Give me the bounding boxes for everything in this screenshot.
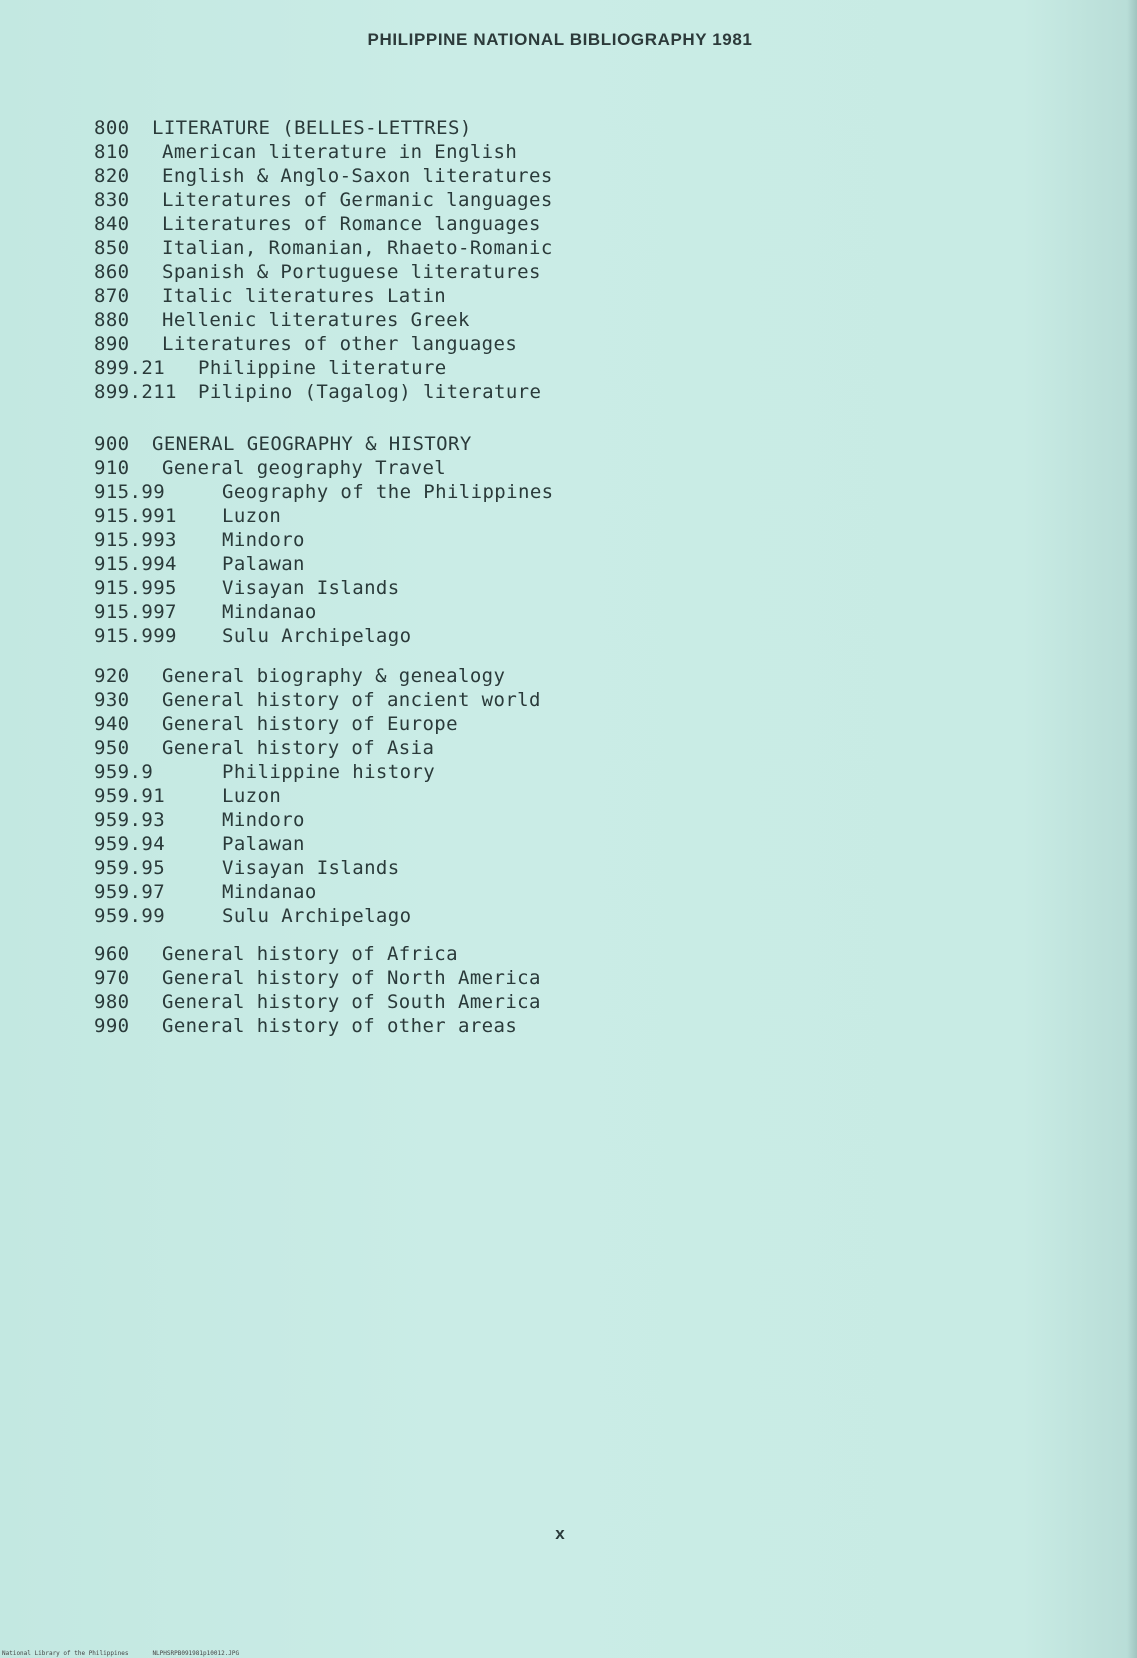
- class-label: Palawan: [222, 553, 305, 575]
- class-label: Geography of the Philippines: [222, 481, 554, 503]
- class-label: Mindanao: [222, 881, 317, 903]
- class-label: General history of Asia: [162, 737, 435, 759]
- class-number: 960: [94, 943, 130, 965]
- class-number: 840: [94, 213, 130, 235]
- class-number: 915.991: [94, 505, 177, 527]
- class-number: 930: [94, 689, 130, 711]
- class-number: 899.21: [94, 357, 166, 379]
- class-number: 899.211: [94, 381, 177, 403]
- class-number: 910: [94, 457, 130, 479]
- class-number: 959.93: [94, 809, 166, 831]
- class-label: Hellenic literatures Greek: [162, 309, 470, 331]
- class-number: 990: [94, 1015, 130, 1037]
- class-label: Italian, Romanian, Rhaeto-Romanic: [162, 237, 553, 259]
- class-label: Philippine history: [222, 761, 436, 783]
- class-number: 900: [94, 433, 130, 455]
- class-label: General history of Europe: [162, 713, 458, 735]
- page-folio: x: [555, 1524, 565, 1543]
- class-number: 959.99: [94, 905, 166, 927]
- class-number: 959.97: [94, 881, 166, 903]
- class-label: Literatures of other languages: [162, 333, 518, 355]
- class-label: Visayan Islands: [222, 577, 400, 599]
- page-edge-shadow: [1127, 0, 1137, 1658]
- class-number: 915.997: [94, 601, 177, 623]
- class-number: 915.993: [94, 529, 177, 551]
- class-label: Literatures of Germanic languages: [162, 189, 553, 211]
- class-label: General history of South America: [162, 991, 541, 1013]
- class-label: Spanish & Portuguese literatures: [162, 261, 541, 283]
- class-number: 850: [94, 237, 130, 259]
- class-label: Mindoro: [222, 809, 305, 831]
- class-number: 970: [94, 967, 130, 989]
- class-number: 959.9: [94, 761, 154, 783]
- class-number: 920: [94, 665, 130, 687]
- class-label: English & Anglo-Saxon literatures: [162, 165, 553, 187]
- footer-file: NLPHSRPB091981p10012.JPG: [152, 1650, 240, 1657]
- class-number: 940: [94, 713, 130, 735]
- class-number: 950: [94, 737, 130, 759]
- class-number: 820: [94, 165, 130, 187]
- class-number: 810: [94, 141, 130, 163]
- class-label: General biography & genealogy: [162, 665, 506, 687]
- class-number: 915.99: [94, 481, 166, 503]
- class-label: General geography Travel: [162, 457, 447, 479]
- class-label: General history of Africa: [162, 943, 458, 965]
- class-label: GENERAL GEOGRAPHY & HISTORY: [152, 433, 472, 455]
- class-number: 860: [94, 261, 130, 283]
- class-label: Mindanao: [222, 601, 317, 623]
- class-number: 830: [94, 189, 130, 211]
- class-label: General history of North America: [162, 967, 541, 989]
- class-label: General history of ancient world: [162, 689, 541, 711]
- class-number: 915.995: [94, 577, 177, 599]
- class-label: Palawan: [222, 833, 305, 855]
- class-number: 959.94: [94, 833, 166, 855]
- class-number: 870: [94, 285, 130, 307]
- class-label: Sulu Archipelago: [222, 625, 412, 647]
- class-label: Italic literatures Latin: [162, 285, 447, 307]
- class-number: 959.91: [94, 785, 166, 807]
- class-number: 980: [94, 991, 130, 1013]
- class-label: Luzon: [222, 505, 282, 527]
- class-label: Literatures of Romance languages: [162, 213, 541, 235]
- class-label: General history of other areas: [162, 1015, 518, 1037]
- class-number: 880: [94, 309, 130, 331]
- class-number: 890: [94, 333, 130, 355]
- class-number: 915.994: [94, 553, 177, 575]
- class-label: Luzon: [222, 785, 282, 807]
- class-label: Visayan Islands: [222, 857, 400, 879]
- class-label: Philippine literature: [198, 357, 447, 379]
- page-header: PHILIPPINE NATIONAL BIBLIOGRAPHY 1981: [367, 30, 753, 49]
- class-number: 959.95: [94, 857, 166, 879]
- class-label: Sulu Archipelago: [222, 905, 412, 927]
- footer-library: National Library of the Philippines: [2, 1650, 129, 1657]
- scan-footer: [2, 1650, 239, 1658]
- class-number: 800: [94, 117, 130, 139]
- class-number: 915.999: [94, 625, 177, 647]
- class-label: American literature in English: [162, 141, 518, 163]
- class-label: Pilipino (Tagalog) literature: [198, 381, 542, 403]
- class-label: LITERATURE (BELLES-LETTRES): [152, 117, 472, 139]
- class-label: Mindoro: [222, 529, 305, 551]
